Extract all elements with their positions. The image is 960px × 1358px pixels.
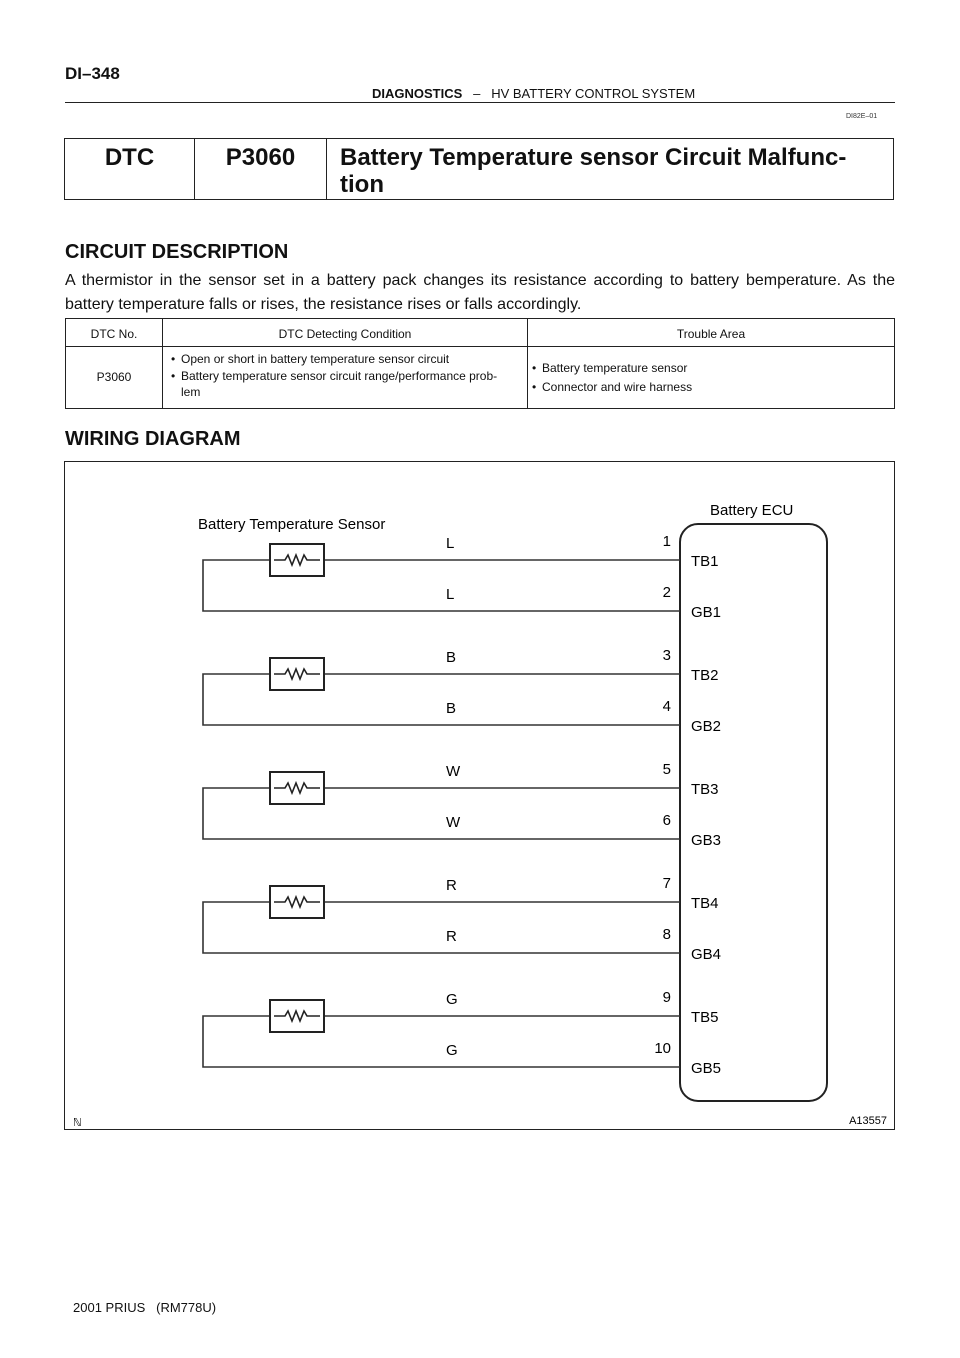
wire-color-label: R bbox=[446, 877, 457, 894]
ecu-terminal-label: TB3 bbox=[691, 781, 719, 798]
pin-number: 9 bbox=[662, 989, 671, 1006]
wire-color-label: W bbox=[446, 763, 461, 780]
header-dtc-no: DTC No. bbox=[90, 327, 138, 341]
wire-color-label: L bbox=[446, 586, 455, 603]
pin-number: 3 bbox=[662, 647, 671, 664]
wire-layer bbox=[203, 533, 721, 1077]
wire-color-label: W bbox=[446, 814, 461, 831]
header-separator: – bbox=[473, 86, 481, 101]
pin-number: 4 bbox=[662, 698, 671, 715]
wire-color-label: L bbox=[446, 535, 455, 552]
pin-number: 7 bbox=[662, 875, 671, 892]
ecu-terminal-label: GB2 bbox=[691, 718, 722, 735]
pin-number: 5 bbox=[662, 761, 671, 778]
wiring-diagram-title: WIRING DIAGRAM bbox=[65, 428, 241, 450]
wiring-diagram bbox=[65, 462, 893, 1128]
dtc-title-cell bbox=[327, 139, 893, 199]
pin-number: 8 bbox=[662, 926, 671, 943]
wire-color-label: B bbox=[446, 649, 457, 666]
running-header bbox=[372, 86, 695, 101]
header-rule bbox=[65, 102, 895, 103]
condition-item: • Battery temperature sensor circuit range/performance prob- lem bbox=[169, 368, 505, 401]
pin-number: 6 bbox=[662, 812, 671, 829]
trouble-area-item: • Battery temperature sensor bbox=[530, 360, 884, 377]
header-detecting-condition: DTC Detecting Condition bbox=[278, 327, 412, 341]
dtc-code: P3060 bbox=[225, 144, 296, 171]
footer-manual-code: (RM778U) bbox=[156, 1300, 217, 1315]
figure-id: A13557 bbox=[849, 1115, 887, 1127]
ecu-terminal-label: TB2 bbox=[691, 667, 719, 684]
page-number: DI–348 bbox=[65, 64, 120, 83]
trouble-area-item: • Connector and wire harness bbox=[530, 379, 884, 396]
circuit-description-text: A thermistor in the sensor set in a battery pack changes its resistance according to battery bemperature. As the battery temperature falls or rises, the resistance rises or falls accordingly. bbox=[65, 272, 895, 313]
ecu-label: Battery ECU bbox=[710, 502, 794, 519]
wire-color-label: R bbox=[446, 928, 457, 945]
dtc-number-cell: P3060 bbox=[96, 370, 132, 384]
dtc-title-box bbox=[64, 138, 894, 200]
ecu-terminal-label: GB3 bbox=[691, 832, 722, 849]
circuit-description-title: CIRCUIT DESCRIPTION bbox=[65, 241, 289, 263]
pin-number: 2 bbox=[662, 584, 671, 601]
ecu-terminal-label: GB1 bbox=[691, 604, 722, 621]
ecu-terminal-label: TB5 bbox=[691, 1009, 719, 1026]
ecu-terminal-label: GB4 bbox=[691, 946, 722, 963]
pin-number: 1 bbox=[662, 533, 671, 550]
pin-number: 10 bbox=[654, 1040, 671, 1057]
condition-item: • Open or short in battery temperature sensor circuit bbox=[169, 351, 505, 368]
section-name: DIAGNOSTICS bbox=[372, 86, 463, 101]
footer bbox=[73, 1300, 216, 1315]
dtc-title: Battery Temperature sensor Circuit Malfunc- tion bbox=[340, 144, 847, 198]
footer-model: 2001 PRIUS bbox=[73, 1300, 146, 1315]
doc-code: DI82E–01 bbox=[846, 113, 878, 120]
dtc-table-header bbox=[66, 319, 894, 347]
sensor-label: Battery Temperature Sensor bbox=[198, 516, 386, 533]
wire-color-label: G bbox=[446, 1042, 458, 1059]
dtc-code-cell bbox=[195, 139, 327, 199]
dtc-table bbox=[65, 318, 895, 409]
subsection-name: HV BATTERY CONTROL SYSTEM bbox=[491, 86, 696, 101]
wire-color-label: G bbox=[446, 991, 458, 1008]
wire-color-label: B bbox=[446, 700, 457, 717]
table-row bbox=[66, 346, 894, 408]
ecu-terminal-label: GB5 bbox=[691, 1060, 722, 1077]
north-marker-icon: ℕ bbox=[73, 1117, 82, 1128]
wiring-diagram-frame bbox=[64, 461, 895, 1130]
ecu-terminal-label: TB1 bbox=[691, 553, 719, 570]
ecu-terminal-label: TB4 bbox=[691, 895, 719, 912]
dtc-label: DTC bbox=[104, 144, 155, 171]
header-trouble-area: Trouble Area bbox=[676, 327, 746, 341]
dtc-label-cell bbox=[65, 139, 195, 199]
